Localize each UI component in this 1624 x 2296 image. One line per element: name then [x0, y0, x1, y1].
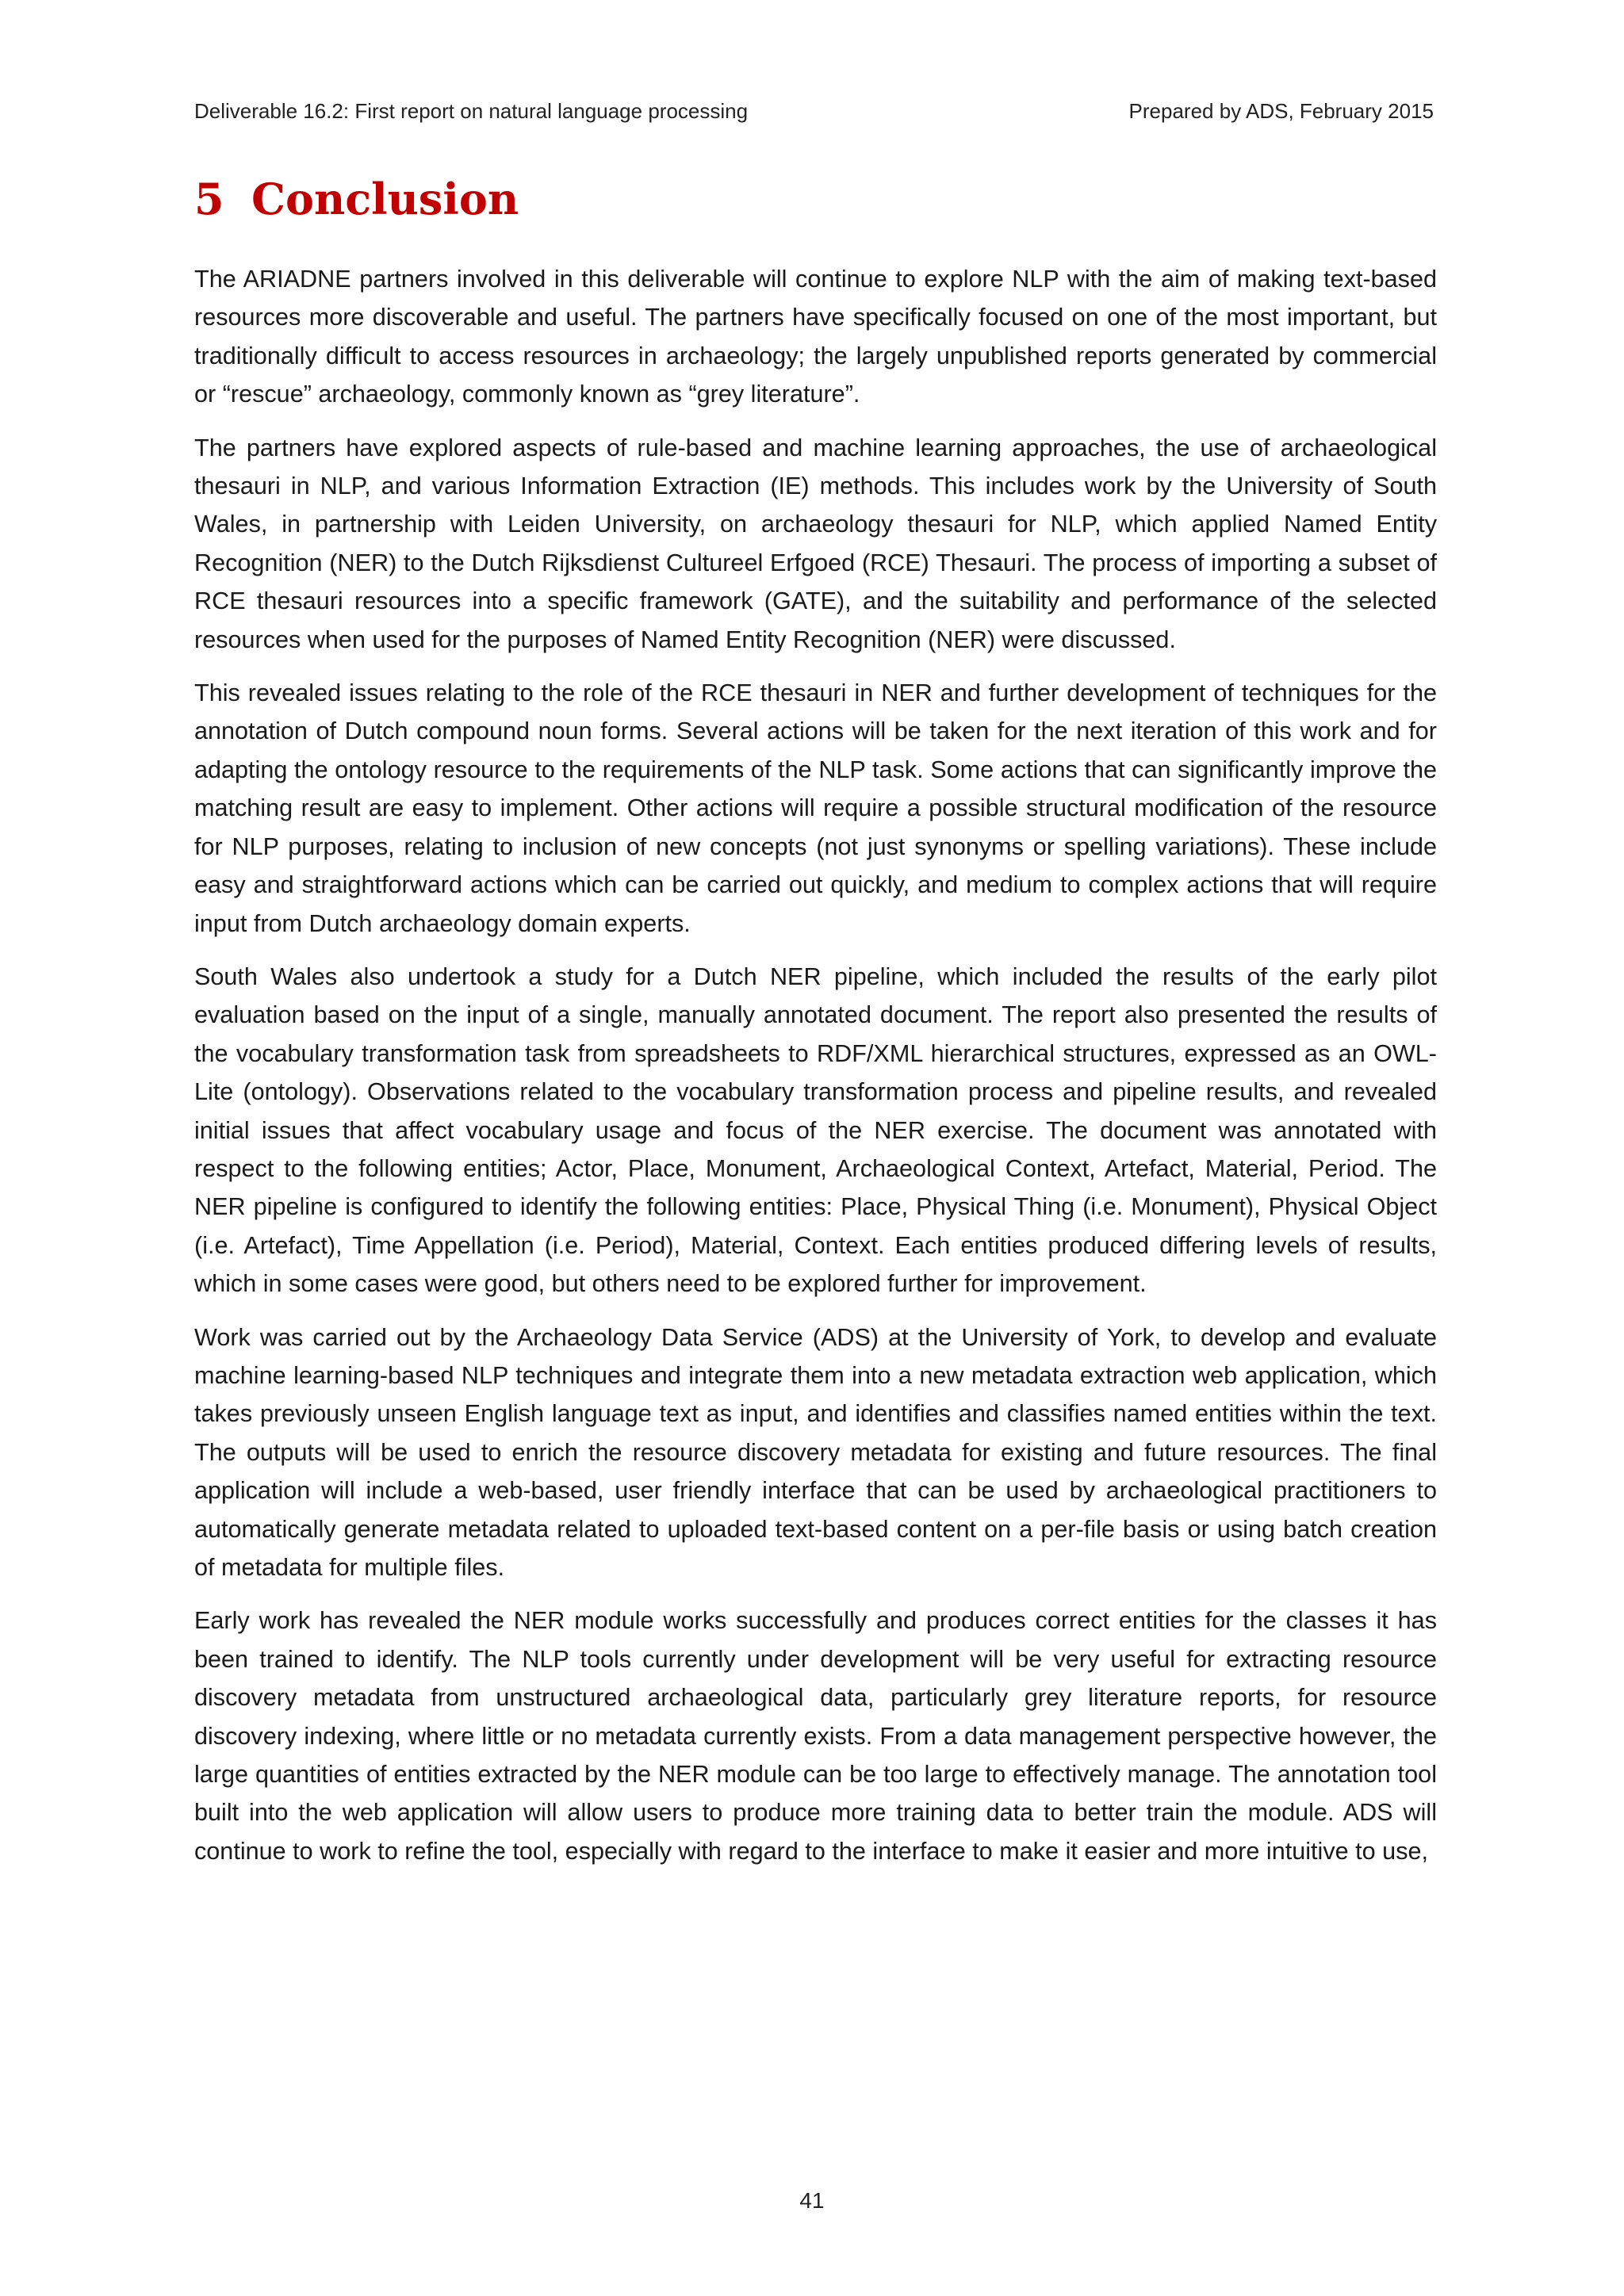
section-title: Conclusion	[251, 174, 519, 224]
header-left-text: Deliverable 16.2: First report on natural language processing	[194, 99, 749, 123]
header-right-text: Prepared by ADS, February 2015	[1128, 99, 1434, 123]
body-text	[194, 260, 1437, 1885]
paragraph: Early work has revealed the NER module works successfully and produces correct entities for the classes it has been trained to identify. The NLP tools currently under development will be very useful for extracting resource discovery metadata from unstructured archaeological data, particularly grey literature reports, for resource discovery indexing, where little or no metadata currently exists. From a data management perspective however, the large quantities of entities extracted by the NER module can be too large to effectively manage. The annotation tool built into the web application will allow users to produce more training data to better train the module. ADS will continue to work to refine the tool, especially with regard to the interface to make it easier and more intuitive to use,	[194, 1607, 1437, 1865]
paragraph: The ARIADNE partners involved in this deliverable will continue to explore NLP with the aim of making text-based resources more discoverable and useful. The partners have specifically focused on one of the most important, but traditionally difficult to access resources in archaeology; the largely unpublished reports generated by commercial or “rescue” archaeology, commonly known as “grey literature”.	[194, 266, 1437, 408]
paragraph: South Wales also undertook a study for a Dutch NER pipeline, which included the results of the early pilot evaluation based on the input of a single, manually annotated document. The report also presented the results of the vocabulary transformation task from spreadsheets to RDF/XML hierarchical structures, expressed as an OWL-Lite (ontology). Observations related to the vocabulary transformation process and pipeline results, and revealed initial issues that affect vocabulary usage and focus of the NER exercise. The document was annotated with respect to the following entities; Actor, Place, Monument, Archaeological Context, Artefact, Material, Period. The NER pipeline is configured to identify the following entities: Place, Physical Thing (i.e. Monument), Physical Object (i.e. Artefact), Time Appellation (i.e. Period), Material, Context. Each entities produced differing levels of results, which in some cases were good, but others need to be explored further for improvement.	[194, 962, 1437, 1298]
section-heading	[194, 173, 519, 225]
running-header	[194, 97, 1434, 125]
paragraph: Work was carried out by the Archaeology Data Service (ADS) at the University of York, to develop and evaluate machine learning-based NLP techniques and integrate them into a new metadata extraction web application, which takes previously unseen English language text as input, and identifies and classifies named entities within the text. The outputs will be used to enrich the resource discovery metadata for existing and future resources. The final application will include a web-based, user friendly interface that can be used by archaeological practitioners to automatically generate metadata related to uploaded text-based content on a per-file basis or using batch creation of metadata for multiple files.	[194, 1323, 1437, 1581]
paragraph: The partners have explored aspects of rule-based and machine learning approaches, the use of archaeological thesauri in NLP, and various Information Extraction (IE) methods. This includes work by the University of South Wales, in partnership with Leiden University, on archaeology thesauri for NLP, which applied Named Entity Recognition (NER) to the Dutch Rijksdienst Cultureel Erfgoed (RCE) Thesauri. The process of importing a subset of RCE thesauri resources into a specific framework (GATE), and the suitability and performance of the selected resources when used for the purposes of Named Entity Recognition (NER) were discussed.	[194, 434, 1437, 653]
paragraph: This revealed issues relating to the role of the RCE thesauri in NER and further development of techniques for the annotation of Dutch compound noun forms. Several actions will be taken for the next iteration of this work and for adapting the ontology resource to the requirements of the NLP task. Some actions that can significantly improve the matching result are easy to implement. Other actions will require a possible structural modification of the resource for NLP purposes, relating to inclusion of new concepts (not just synonyms or spelling variations). These include easy and straightforward actions which can be carried out quickly, and medium to complex actions that will require input from Dutch archaeology domain experts.	[194, 679, 1437, 937]
page-number: 41	[799, 2188, 825, 2213]
section-number: 5	[194, 174, 224, 224]
